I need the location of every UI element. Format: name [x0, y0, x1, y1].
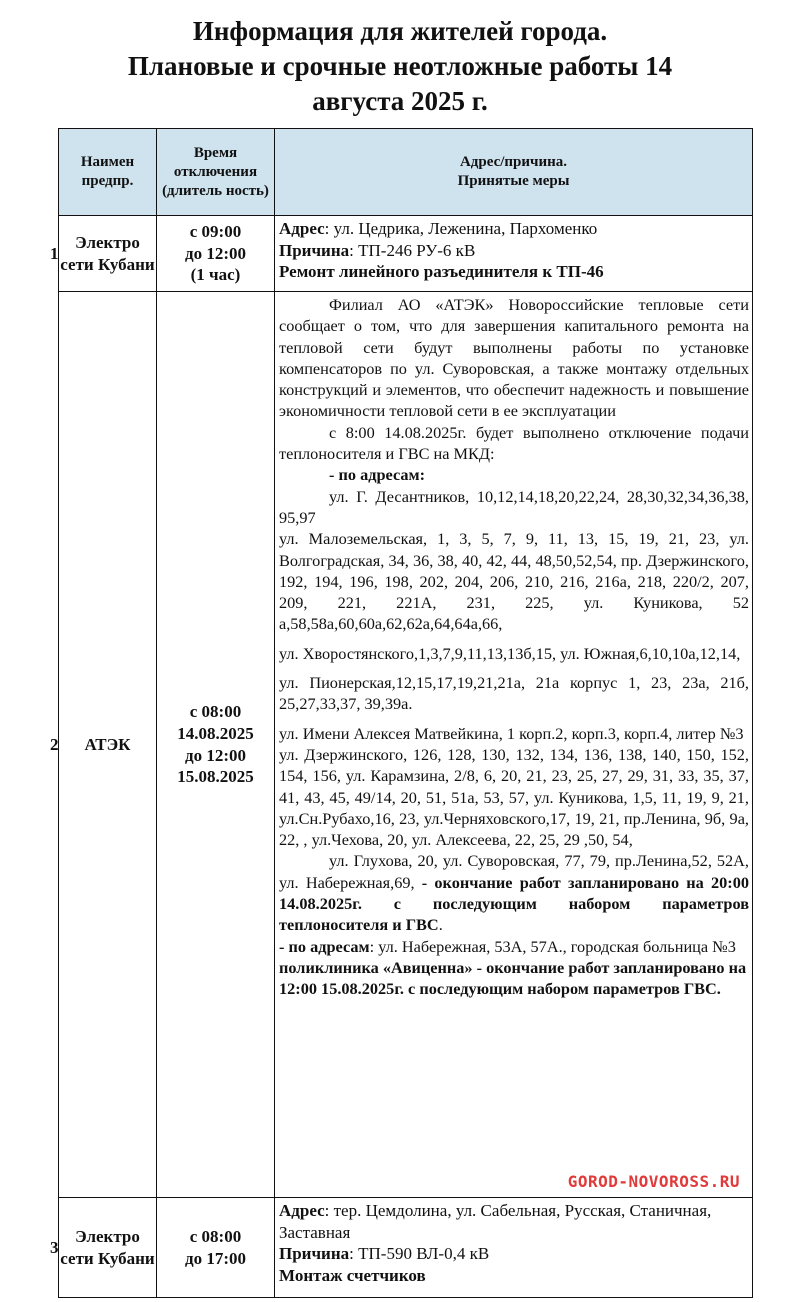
reason-label: Причина: [279, 240, 350, 260]
address-list-8-text: : ул. Набережная, 53А, 57А., городская больница №3: [369, 936, 736, 956]
org-name: Электро сети Кубани: [60, 1226, 155, 1268]
time-end: до 17:00: [184, 1248, 246, 1268]
table-row: [59, 216, 753, 292]
address-text: : тер. Цемдолина, ул. Сабельная, Русская, Станичная, Заставная: [279, 1201, 712, 1242]
row-number: 3: [50, 1237, 59, 1257]
address-label: Адрес: [279, 1201, 325, 1220]
address-list-8: [279, 936, 749, 957]
table-row: [59, 1198, 753, 1298]
address-list-5: ул. Имени Алексея Матвейкина, 1 корп.2, корп.3, корп.4, литер №3: [279, 723, 744, 743]
time-end: до 12:00: [184, 243, 246, 263]
addresses-label: - по адресам: [279, 936, 370, 956]
org-name: Электро сети Кубани: [60, 232, 155, 274]
address-list-7-text: ул. Глухова, 20, ул. Суворовская, 77, 79, пр.Ленина,52, 52А, ул. Набережная,69,: [279, 851, 749, 892]
title-line-1: Информация для жителей города.: [192, 16, 608, 46]
row-number: 2: [50, 734, 59, 754]
time-cell: [157, 1198, 275, 1298]
address-list-3: ул. Хворостянского,1,3,7,9,11,13,13б,15, ул. Южная,6,10,10а,12,14,: [279, 643, 741, 663]
time-start: с 09:00: [189, 222, 242, 242]
time-end: до 12:00: [184, 745, 246, 765]
address-list-4: ул. Пионерская,12,15,17,19,21,21а, 21а корпус 1, 23, 23а, 21б, 25,27,33,37, 39,39а.: [279, 673, 749, 714]
page-title: [0, 14, 800, 119]
address-cell: [275, 1198, 753, 1298]
header-address-line2: Принятые меры: [457, 173, 570, 189]
address-cell: [275, 292, 753, 1198]
table-row: [59, 292, 753, 1198]
time-cell: [157, 292, 275, 1198]
org-cell: [50, 292, 157, 1198]
address-list-1: ул. Г. Десантников, 10,12,14,18,20,22,24, 28,30,32,34,36,38, 95,97: [279, 486, 749, 527]
org-cell: [50, 1198, 157, 1298]
address-label: Адрес: [279, 219, 325, 238]
clinic-note: поликлиника «Авиценна» - окончание работ запланировано на 12:00 15.08.2025г. с последующим набором параметров ГВС.: [279, 957, 747, 999]
time-end-date: 15.08.2025: [177, 767, 254, 787]
address-text: : ул. Цедрика, Леженина, Пархоменко: [324, 219, 598, 238]
table-header-row: [59, 129, 753, 216]
shutdown-paragraph: с 8:00 14.08.2025г. будет выполнено отключение подачи теплоносителя и ГВС на МКД:: [279, 422, 749, 464]
reason-text: : ТП-246 РУ-6 кВ: [349, 240, 476, 260]
measures-text: Ремонт линейного разъединителя к ТП-46: [279, 262, 604, 282]
reason-label: Причина: [279, 1244, 350, 1264]
reason-text: : ТП-590 ВЛ-0,4 кВ: [349, 1244, 490, 1264]
header-time: Время отключения (длитель ность): [157, 129, 275, 216]
address-list-2: ул. Малоземельская, 1, 3, 5, 7, 9, 11, 13, 15, 19, 21, 23, ул. Волгоградская, 34, 36, 38, 40, 42, 44, 48,50,52,54, пр. Дзержинского, 192, 194, 196, 198, 202, 204, 206, 210, 216, 216а, 218, 220/2, 207, 209, 221, 221А, 231, 225, ул. Куникова, 52 а,58,58а,60,60а,62,62а,64,64а,66,: [279, 529, 749, 634]
address-list-6: ул. Дзержинского, 126, 128, 130, 132, 134, 136, 138, 140, 150, 152, 154, 156, ул. Карамзина, 2/8, 6, 20, 21, 23, 25, 27, 29, 31, 33, 35, 37, 41, 43, 45, 49/14, 20, 51, 51а, 53, 57, ул. Куникова, 1,5, 11, 19, 9, 21, ул.Сн.Рубахо,16, 23, ул.Черняховского,17, 19, 21, пр.Ленина, 9б, 9а, 22, , ул.Чехова, 20, ул. Алексеева, 22, 25, 29 ,50, 54,: [279, 744, 749, 850]
title-line-2: Плановые и срочные неотложные работы 14: [127, 51, 673, 81]
site-watermark: GOROD-NOVOROSS.RU: [567, 1172, 740, 1191]
time-duration: (1 час): [190, 265, 241, 285]
row-number: 1: [50, 243, 59, 263]
header-address: [275, 129, 753, 216]
notice-paragraph: Филиал АО «АТЭК» Новороссийские тепловые сети сообщает о том, что для завершения капитального ремонта на тепловой сети будут выполнены работы по установке компенсаторов по ул. Суворовская, а также монтажу отдельных конструкций и элементов, что обеспечит надежность и повышение экономичности тепловой сети в ее эксплуатации: [279, 295, 749, 421]
completion-note-end: .: [438, 915, 443, 935]
addresses-heading: - по адресам:: [329, 465, 426, 485]
time-start: с 08:00: [189, 702, 242, 722]
org-cell: [50, 216, 157, 292]
time-cell: [157, 216, 275, 292]
address-list-7: [279, 850, 749, 935]
time-start-date: 14.08.2025: [177, 723, 254, 743]
time-start: с 08:00: [189, 1226, 242, 1246]
completion-note: - окончание работ запланировано на 20:00 14.08.2025г. с последующим набором параметров теплоносителя и ГВС: [279, 872, 750, 935]
works-table: [50, 128, 753, 1298]
header-org: Наимен предпр.: [59, 129, 157, 216]
org-name: АТЭК: [84, 734, 131, 754]
title-line-3: августа 2025 г.: [312, 86, 488, 116]
header-address-line1: Адрес/причина.: [459, 154, 568, 170]
address-cell: [275, 216, 753, 292]
measures-text: Монтаж счетчиков: [279, 1265, 426, 1285]
